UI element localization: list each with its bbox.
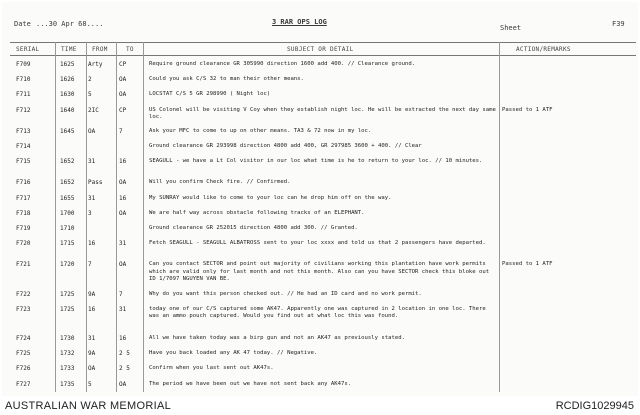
log-cell-subject: Require ground clearance GR 305990 direction 1600 add 400. // Clearance ground. xyxy=(149,61,416,67)
log-cell-subject: Ground clearance GR 252015 direction 4800 add 300. // Granted. xyxy=(149,225,358,231)
log-cell-to: OA xyxy=(119,91,127,99)
col-header-subject: SUBJECT OR DETAIL xyxy=(287,46,354,53)
log-row xyxy=(2,239,638,253)
col-header-serial: SERIAL xyxy=(16,46,40,53)
log-cell-time: 1735 xyxy=(60,380,75,388)
sheet-value: F39 xyxy=(612,20,625,28)
log-cell-from: 9A xyxy=(88,290,96,298)
log-cell-serial: F725 xyxy=(16,350,31,358)
log-cell-serial: F710 xyxy=(16,76,31,84)
log-cell-to: CP xyxy=(119,106,127,114)
log-cell-serial: F716 xyxy=(16,179,31,187)
log-cell-time: 1655 xyxy=(60,194,75,202)
log-cell-to: OA xyxy=(119,209,127,217)
log-row xyxy=(2,364,638,378)
log-cell-time: 1725 xyxy=(60,305,75,313)
log-cell-time: 1630 xyxy=(60,91,75,99)
log-cell-subject: Will you confirm Check fire. // Confirmed. xyxy=(149,179,291,186)
log-cell-subject: Ask your MFC to come to up on other means. TA3 & 72 now in my loc. xyxy=(149,127,372,134)
log-cell-subject: Why do you want this person checked out. // He had an ID card and no work permit. xyxy=(149,290,422,297)
log-cell-action: Passed to 1 ATF xyxy=(502,106,553,113)
log-cell-from: Arty xyxy=(88,61,103,68)
log-cell-serial: F722 xyxy=(16,290,31,298)
log-cell-serial: F727 xyxy=(16,380,31,388)
log-cell-from: OA xyxy=(88,365,96,373)
log-cell-from: 31 xyxy=(88,335,96,342)
log-cell-serial: F717 xyxy=(16,194,31,202)
log-cell-subject: today one of our C/S captured some AK47. Apparently one was captured in 2 location in one loc. There was an ammo pouch captured. Would you find out at what loc this was found. xyxy=(149,305,486,319)
log-cell-from: 2 xyxy=(88,76,92,84)
log-cell-time: 1645 xyxy=(60,127,75,135)
log-row xyxy=(2,290,638,304)
log-cell-subject: Have you back loaded any AK 47 today. // Negative. xyxy=(149,350,318,357)
log-cell-serial: F724 xyxy=(16,335,31,342)
log-cell-to: 2 5 xyxy=(119,365,130,373)
col-header-to: TO xyxy=(126,46,134,53)
sheet-label: Sheet xyxy=(500,24,522,32)
log-cell-time: 1640 xyxy=(60,106,75,114)
log-cell-subject: Fetch SEAGULL - SEAGULL ALBATROSS sent to your loc xxxx and told us that 2 passengers have departed. xyxy=(149,240,486,247)
log-cell-from: 16 xyxy=(88,240,96,248)
log-cell-subject: My SUNRAY would like to come to your loc can he drop him off on the way. xyxy=(149,194,392,201)
log-cell-from: 31 xyxy=(88,194,96,202)
header-bottom-rule xyxy=(10,55,636,56)
log-cell-to: 16 xyxy=(119,158,127,166)
log-cell-subject: Can you contact SECTOR and point out majority of civilians working this plantation have work permits which are valid only for last month and not this month. Also can you have SECTOR check this bloke out ID 1/7097 NGUYEN VAN BE. xyxy=(149,261,490,282)
log-row xyxy=(2,127,638,141)
log-cell-serial: F709 xyxy=(16,61,31,68)
log-row xyxy=(2,106,638,120)
log-cell-subject: Ground clearance GR 293998 direction 4800 add 400, GR 297985 3600 + 400. // Clear xyxy=(149,143,422,149)
log-cell-time: 1720 xyxy=(60,261,75,269)
log-cell-subject: US Colonel will be visiting V Coy when they establish night loc. He will be extracted the next day same loc. xyxy=(149,106,496,120)
log-cell-time: 1710 xyxy=(60,225,75,232)
log-cell-to: 16 xyxy=(119,194,127,202)
log-cell-to: OA xyxy=(119,76,127,84)
log-row xyxy=(2,224,638,238)
log-cell-serial: F720 xyxy=(16,240,31,248)
log-cell-serial: F713 xyxy=(16,127,31,135)
log-cell-serial: F711 xyxy=(16,91,31,99)
log-row xyxy=(2,194,638,208)
log-row xyxy=(2,90,638,104)
date-label: Date xyxy=(14,20,31,28)
date-value: ...30 Apr 68.... xyxy=(36,20,104,28)
col-header-from: FROM xyxy=(92,46,108,53)
log-row xyxy=(2,75,638,89)
log-row xyxy=(2,349,638,363)
log-cell-subject: The period we have been out we have not sent back any AK47s. xyxy=(149,380,352,387)
log-cell-from: 5 xyxy=(88,91,92,99)
log-cell-to: 7 xyxy=(119,290,123,298)
log-cell-time: 1730 xyxy=(60,335,75,342)
log-cell-serial: F726 xyxy=(16,365,31,373)
log-cell-to: 31 xyxy=(119,305,127,313)
log-cell-to: 2 5 xyxy=(119,350,130,358)
log-cell-time: 1732 xyxy=(60,350,75,358)
log-cell-time: 1700 xyxy=(60,209,75,217)
log-cell-time: 1733 xyxy=(60,365,75,373)
log-row xyxy=(2,142,638,156)
log-cell-from: 9A xyxy=(88,350,96,358)
log-cell-from: Pass xyxy=(88,179,103,187)
header-top-rule xyxy=(10,42,636,43)
log-row xyxy=(2,395,638,396)
log-cell-serial: F715 xyxy=(16,158,31,166)
log-row xyxy=(2,305,638,319)
log-cell-subject: SEAGULL - we have a Lt Col visitor in our loc what time is he to return to your loc. // 10 minutes. xyxy=(149,158,483,165)
col-header-action: ACTION/REMARKS xyxy=(516,46,571,53)
log-sheet xyxy=(2,2,638,396)
log-cell-serial: F714 xyxy=(16,143,31,150)
log-cell-time: 1652 xyxy=(60,158,75,166)
footer-bar xyxy=(0,397,640,415)
log-cell-to: OA xyxy=(119,261,127,269)
log-cell-from: 7 xyxy=(88,261,92,269)
log-row xyxy=(2,209,638,223)
log-row xyxy=(2,260,638,282)
log-cell-from: 31 xyxy=(88,158,96,166)
log-row xyxy=(2,380,638,394)
log-row xyxy=(2,157,638,171)
log-cell-subject: All we have taken today was a birp gun and not an AK47 as previously stated. xyxy=(149,335,405,341)
log-cell-to: 16 xyxy=(119,335,127,342)
log-cell-from: 3 xyxy=(88,209,92,217)
log-row xyxy=(2,334,638,348)
log-cell-time: 1725 xyxy=(60,290,75,298)
log-cell-from: 5 xyxy=(88,380,92,388)
log-cell-from: OA xyxy=(88,127,96,135)
log-cell-time: 1626 xyxy=(60,76,75,84)
log-cell-subject: Confirm when you last sent out AK47s. xyxy=(149,365,274,372)
log-cell-from: 16 xyxy=(88,305,96,313)
log-cell-subject: We are half way across obstacle following tracks of an ELEPHANT. xyxy=(149,209,365,216)
log-cell-serial: F723 xyxy=(16,305,31,313)
log-cell-serial: F719 xyxy=(16,225,31,232)
footer-institution: AUSTRALIAN WAR MEMORIAL xyxy=(5,400,172,412)
log-cell-from: 2IC xyxy=(88,106,99,114)
log-cell-time: 1652 xyxy=(60,179,75,187)
log-row xyxy=(2,178,638,192)
col-header-time: TIME xyxy=(61,46,77,53)
log-cell-to: 31 xyxy=(119,240,127,248)
log-cell-subject: Could you ask C/S 32 to man their other means. xyxy=(149,76,304,83)
footer-record-id: RCDIG1029945 xyxy=(555,400,634,412)
log-cell-to: CP xyxy=(119,61,127,68)
log-cell-serial: F718 xyxy=(16,209,31,217)
log-row xyxy=(2,60,638,74)
log-cell-to: OA xyxy=(119,380,127,388)
log-cell-action: Passed to 1 ATF xyxy=(502,261,553,268)
log-cell-to: 7 xyxy=(119,127,123,135)
log-cell-serial: F712 xyxy=(16,106,31,114)
log-title: 3 RAR OPS LOG xyxy=(272,18,327,26)
log-cell-serial: F721 xyxy=(16,261,31,269)
log-cell-subject: LOCSTAT C/S 5 GR 298990 ( Night loc) xyxy=(149,91,271,98)
log-cell-to: OA xyxy=(119,179,127,187)
log-cell-time: 1625 xyxy=(60,61,75,68)
log-cell-time: 1715 xyxy=(60,240,75,248)
